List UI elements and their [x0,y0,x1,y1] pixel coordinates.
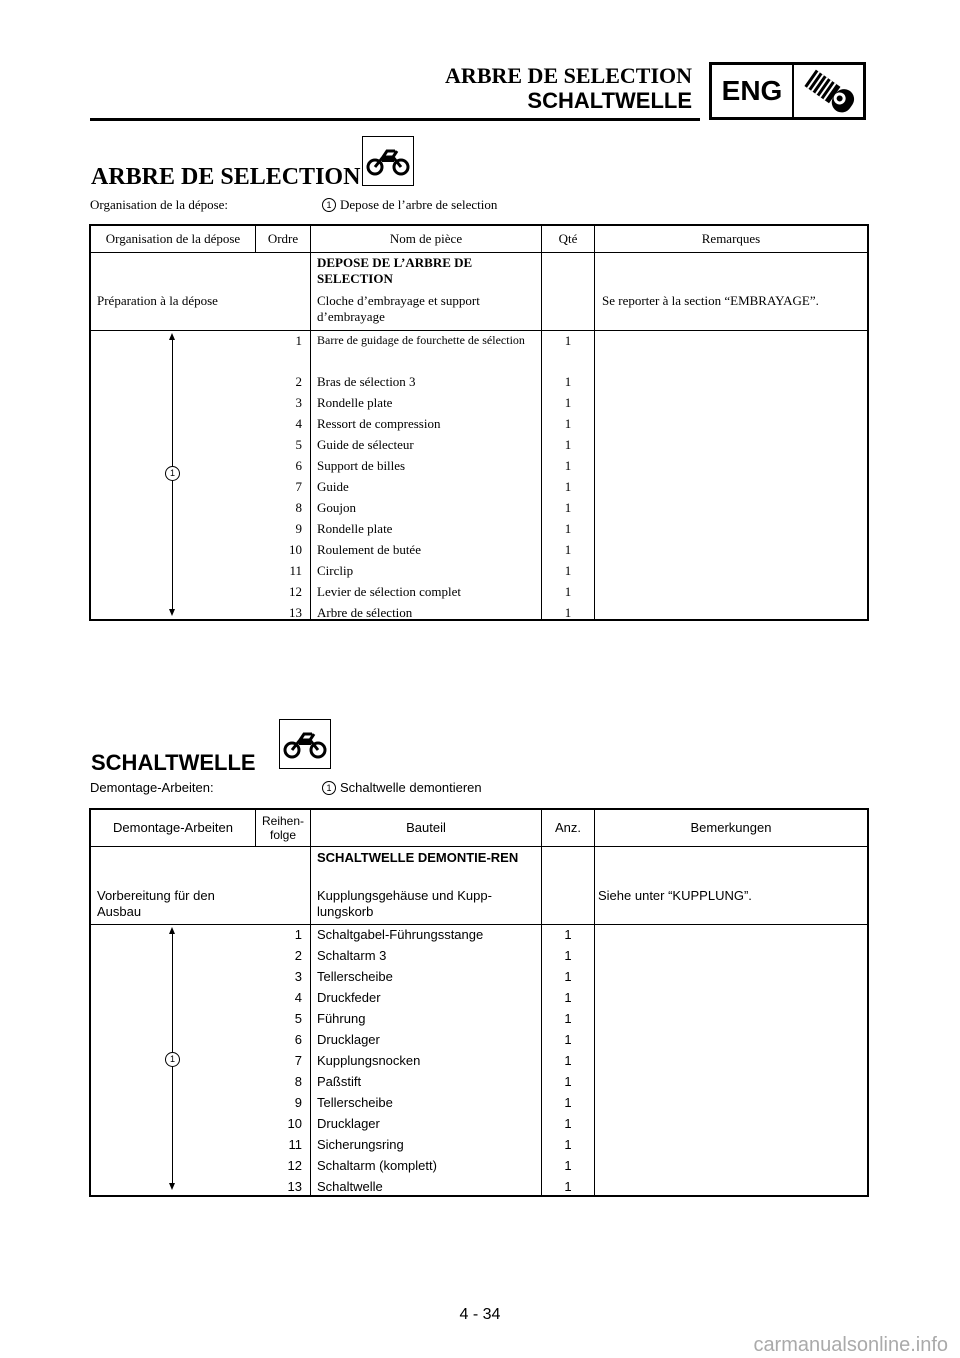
bracket-marker: 1 [165,466,180,481]
disassembly-table-fr [89,224,869,621]
table-row [91,394,867,415]
table-row [91,604,867,625]
motorcycle-icon [363,137,413,185]
row-qty: 1 [564,458,572,473]
table-row [91,1136,867,1157]
row-qty: 1 [564,948,572,963]
row-part: Schaltarm (komplett) [317,1158,437,1173]
row-qty: 1 [564,990,572,1005]
row-qty: 1 [564,1074,572,1089]
column-divider [255,226,256,253]
header-title-fr: ARBRE DE SELECTION [445,63,692,88]
table-row [91,436,867,457]
table-row [91,1094,867,1115]
table-row [91,583,867,604]
row-order: 6 [294,1032,302,1047]
row-order: 10 [289,542,302,557]
header-title-de: SCHALTWELLE [527,88,692,113]
table-row [91,415,867,436]
row-qty: 1 [564,333,572,348]
row-order: 8 [294,1074,302,1089]
table-row [91,457,867,478]
row-qty: 1 [564,1032,572,1047]
col-header-remarks: Remarques [701,231,761,247]
table-row [91,926,867,947]
prep-title: SCHALTWELLE DEMONTIE-REN [317,850,519,865]
row-qty: 1 [564,521,572,536]
row-qty: 1 [564,479,572,494]
section-title-fr: ARBRE DE SELECTION [91,164,361,190]
page-number: 4 - 34 [459,1306,501,1323]
row-qty: 1 [564,1116,572,1131]
row-part: Sicherungsring [317,1137,404,1152]
prep-remark: Se reporter à la section “EMBRAYAGE”. [602,293,819,308]
row-qty: 1 [564,563,572,578]
row-qty: 1 [564,1053,572,1068]
table-row [91,989,867,1010]
row-divider [91,330,867,331]
row-part: Arbre de sélection [317,605,413,620]
table-row [91,562,867,583]
row-order: 5 [295,437,302,452]
table-row [91,1115,867,1136]
row-part: Rondelle plate [317,395,393,410]
row-part: Drucklager [317,1116,380,1131]
column-divider [255,810,256,847]
header-rule [90,118,700,121]
row-part: Führung [317,1011,366,1026]
row-qty: 1 [564,969,572,984]
row-part: Schaltarm 3 [317,948,387,963]
row-qty: 1 [564,1137,572,1152]
row-order: 3 [295,395,302,410]
row-part: Ressort de compression [317,416,441,431]
col-header-order: Ordre [267,231,299,247]
engine-icon [796,67,862,115]
row-order: 2 [295,374,302,389]
eng-badge [709,62,866,120]
row-divider [91,252,867,253]
row-qty: 1 [564,374,572,389]
row-part: Schaltwelle [317,1179,383,1194]
step-text: Depose de l’arbre de selection [340,197,498,212]
motorcycle-icon-box-de [279,719,331,769]
row-order: 13 [289,605,302,620]
bracket-marker: 1 [165,1052,180,1067]
table-row [91,478,867,499]
prep-part: Cloche d’embrayage et support d’embrayage [317,293,480,325]
row-part: Support de billes [317,458,406,473]
col-header-part: Bauteil [406,820,446,836]
row-part: Goujon [317,500,356,515]
prep-title: DEPOSE DE L’ARBRE DE SELECTION [317,255,473,287]
row-order: 2 [294,948,302,963]
row-order: 9 [294,1095,302,1110]
row-part: Barre de guidage de fourchette de sélection [317,333,525,347]
row-order: 1 [294,927,302,942]
organisation-label-de: Demontage-Arbeiten: [90,780,214,795]
row-qty: 1 [564,1179,572,1194]
row-qty: 1 [564,437,572,452]
row-qty: 1 [564,605,572,620]
row-divider [91,924,867,925]
row-part: Tellerscheibe [317,1095,393,1110]
table-row [91,520,867,541]
table-row [91,373,867,394]
row-order: 4 [295,416,302,431]
row-part: Guide [317,479,349,494]
row-part: Levier de sélection complet [317,584,462,599]
row-qty: 1 [564,416,572,431]
row-order: 9 [295,521,302,536]
col-header-organisation: Organisation de la dépose [105,231,241,247]
row-qty: 1 [564,1011,572,1026]
section-title-de: SCHALTWELLE [91,750,256,775]
step-marker: 1 [322,781,336,795]
row-part: Druckfeder [317,990,381,1005]
col-header-organisation: Demontage-Arbeiten [113,820,233,836]
row-part: Tellerscheibe [317,969,393,984]
col-header-qty: Anz. [554,820,581,836]
motorcycle-icon [280,720,330,768]
prep-label: Préparation à la dépose [97,293,218,308]
row-divider [91,846,867,847]
col-header-remarks: Bemerkungen [690,820,772,836]
row-order: 5 [294,1011,302,1026]
row-qty: 1 [564,542,572,557]
table-row [91,1031,867,1052]
table-row [91,1178,867,1199]
row-part: Schaltgabel-Führungsstange [317,927,484,942]
col-header-part: Nom de pièce [389,231,463,247]
table-row [91,1157,867,1178]
table-row [91,332,867,372]
row-qty: 1 [564,1095,572,1110]
row-order: 1 [295,333,302,348]
step-text: Schaltwelle demontieren [340,780,482,795]
row-qty: 1 [564,395,572,410]
row-qty: 1 [564,500,572,515]
row-qty: 1 [564,1158,572,1173]
row-qty: 1 [564,584,572,599]
table-row [91,947,867,968]
row-order: 7 [295,479,302,494]
row-qty: 1 [564,927,572,942]
row-part: Rondelle plate [317,521,393,536]
step-line-fr [322,197,497,213]
row-part: Drucklager [317,1032,380,1047]
motorcycle-icon-box-fr [362,136,414,186]
disassembly-table-de [89,808,869,1197]
col-header-qty: Qté [558,231,578,247]
prep-part: Kupplungsgehäuse und Kupp-lungskorb [317,888,492,920]
table-row [91,541,867,562]
table-row [91,1073,867,1094]
row-part: Guide de sélecteur [317,437,414,452]
row-order: 7 [294,1053,302,1068]
row-order: 6 [295,458,302,473]
row-part: Bras de sélection 3 [317,374,416,389]
row-order: 11 [288,1137,302,1152]
step-marker: 1 [322,198,336,212]
table-row [91,499,867,520]
row-order: 12 [289,584,302,599]
row-order: 11 [289,563,302,578]
row-order: 13 [287,1179,302,1194]
row-order: 3 [294,969,302,984]
row-order: 12 [287,1158,302,1173]
row-part: Circlip [317,563,354,578]
row-part: Roulement de butée [317,542,421,557]
eng-badge-divider [792,65,794,117]
row-order: 10 [287,1116,302,1131]
table-row [91,1052,867,1073]
organisation-label-fr: Organisation de la dépose: [90,197,229,212]
step-line-de [322,780,482,795]
table-row [91,1010,867,1031]
row-order: 4 [294,990,302,1005]
col-header-order: Reihen-folge [261,814,305,842]
row-part: Paßstift [317,1074,362,1089]
row-part: Kupplungsnocken [317,1053,421,1068]
table-row [91,968,867,989]
watermark: carmanualsonline.info [753,1334,948,1356]
eng-badge-label: ENG [721,75,783,106]
row-order: 8 [295,500,302,515]
prep-label: Vorbereitung für den Ausbau [97,888,215,920]
prep-remark: Siehe unter “KUPPLUNG”. [598,888,752,903]
